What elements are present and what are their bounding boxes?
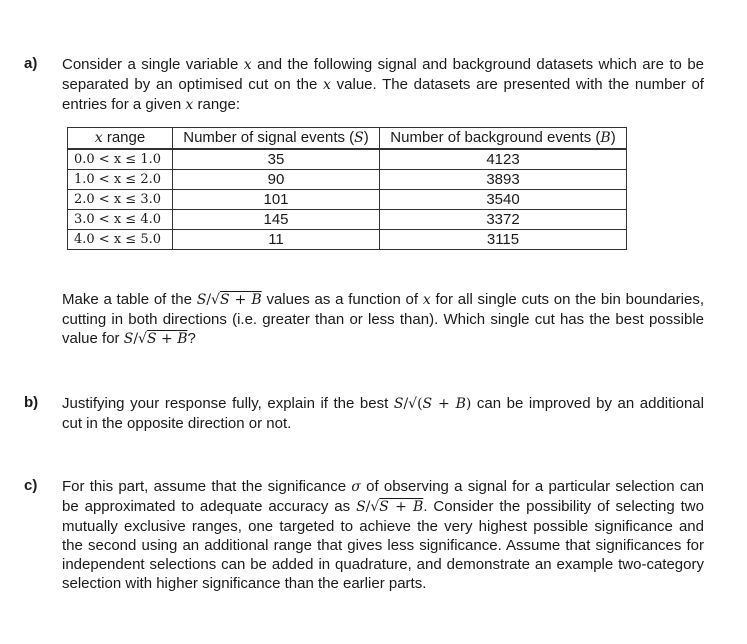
variable-x: x bbox=[185, 97, 194, 113]
intro-text-4: range: bbox=[197, 96, 241, 113]
question-b-text-1: Justifying your response fully, explain if the best bbox=[62, 395, 389, 412]
task-text-1: Make a table of the bbox=[62, 291, 192, 308]
cell-background: 3115 bbox=[380, 230, 627, 250]
table-row bbox=[68, 190, 627, 210]
question-b-label: b) bbox=[24, 394, 39, 411]
cell-signal: 90 bbox=[173, 170, 380, 190]
cell-background: 3540 bbox=[380, 190, 627, 210]
task-text-3: for all single cuts on the bin boundaries, cutting in both directions (i.e. greater than or less than). Which single cut has the best possible value for bbox=[62, 291, 704, 347]
formula-s-over-root-sb: S/√S + B bbox=[123, 331, 188, 347]
cell-background: 4123 bbox=[380, 149, 627, 170]
intro-text-1: Consider a single variable bbox=[62, 56, 239, 73]
question-b-text bbox=[62, 394, 704, 433]
question-c-text-2: of observing a signal for a particular selection can be approximated to adequate accuracy as bbox=[62, 478, 705, 515]
header-background: Number of background events (B) bbox=[380, 128, 627, 150]
question-c-text-1: For this part, assume that the significance bbox=[62, 478, 347, 495]
cell-range: 0.0 < x ≤ 1.0 bbox=[68, 149, 173, 170]
cell-signal: 145 bbox=[173, 210, 380, 230]
sigma-symbol: σ bbox=[351, 479, 361, 495]
cell-background: 3372 bbox=[380, 210, 627, 230]
variable-x: x bbox=[243, 57, 252, 73]
formula-c: S/√S + B bbox=[356, 499, 424, 515]
cell-range: 2.0 < x ≤ 3.0 bbox=[68, 190, 173, 210]
question-c-text bbox=[62, 477, 704, 593]
table-row bbox=[68, 170, 627, 190]
header-range: x range bbox=[68, 128, 173, 150]
table-row bbox=[68, 230, 627, 250]
question-b-text-2: can be improved by an additional cut in the opposite direction or not. bbox=[62, 395, 704, 432]
table-row bbox=[68, 149, 627, 170]
question-a-intro bbox=[62, 55, 704, 115]
formula-b: S/√(S + B) bbox=[393, 396, 472, 412]
question-a-label: a) bbox=[24, 55, 38, 72]
formula-s-over-root-sb: S/√S + B bbox=[196, 292, 262, 308]
question-c-label: c) bbox=[24, 477, 38, 494]
cell-signal: 11 bbox=[173, 230, 380, 250]
intro-text-2: and the following signal and background datasets which are to be separated by an optimised cut on the bbox=[62, 56, 704, 93]
question-a-task bbox=[62, 290, 704, 349]
cell-range: 1.0 < x ≤ 2.0 bbox=[68, 170, 173, 190]
events-table bbox=[67, 127, 627, 250]
cell-range: 4.0 < x ≤ 5.0 bbox=[68, 230, 173, 250]
table-row bbox=[68, 210, 627, 230]
variable-x: x bbox=[422, 292, 431, 308]
header-signal: Number of signal events (S) bbox=[173, 128, 380, 150]
task-text-4: ? bbox=[187, 330, 196, 347]
table-header-row bbox=[68, 128, 627, 150]
question-c-text-3: . Consider the possibility of selecting two mutually exclusive ranges, one targeted to achieve the very highest possible significance and the second using an additional range that gives less significance. Assume that significances for independent selections can be added in quadrature, and demonstrate an example two-category selection with higher significance than the earlier parts. bbox=[62, 498, 704, 592]
cell-background: 3893 bbox=[380, 170, 627, 190]
intro-text-3: value. The datasets are presented with the number of entries for a given bbox=[62, 76, 704, 113]
task-text-2: values as a function of bbox=[266, 291, 419, 308]
variable-x: x bbox=[323, 77, 331, 93]
cell-signal: 35 bbox=[173, 149, 380, 170]
cell-range: 3.0 < x ≤ 4.0 bbox=[68, 210, 173, 230]
cell-signal: 101 bbox=[173, 190, 380, 210]
